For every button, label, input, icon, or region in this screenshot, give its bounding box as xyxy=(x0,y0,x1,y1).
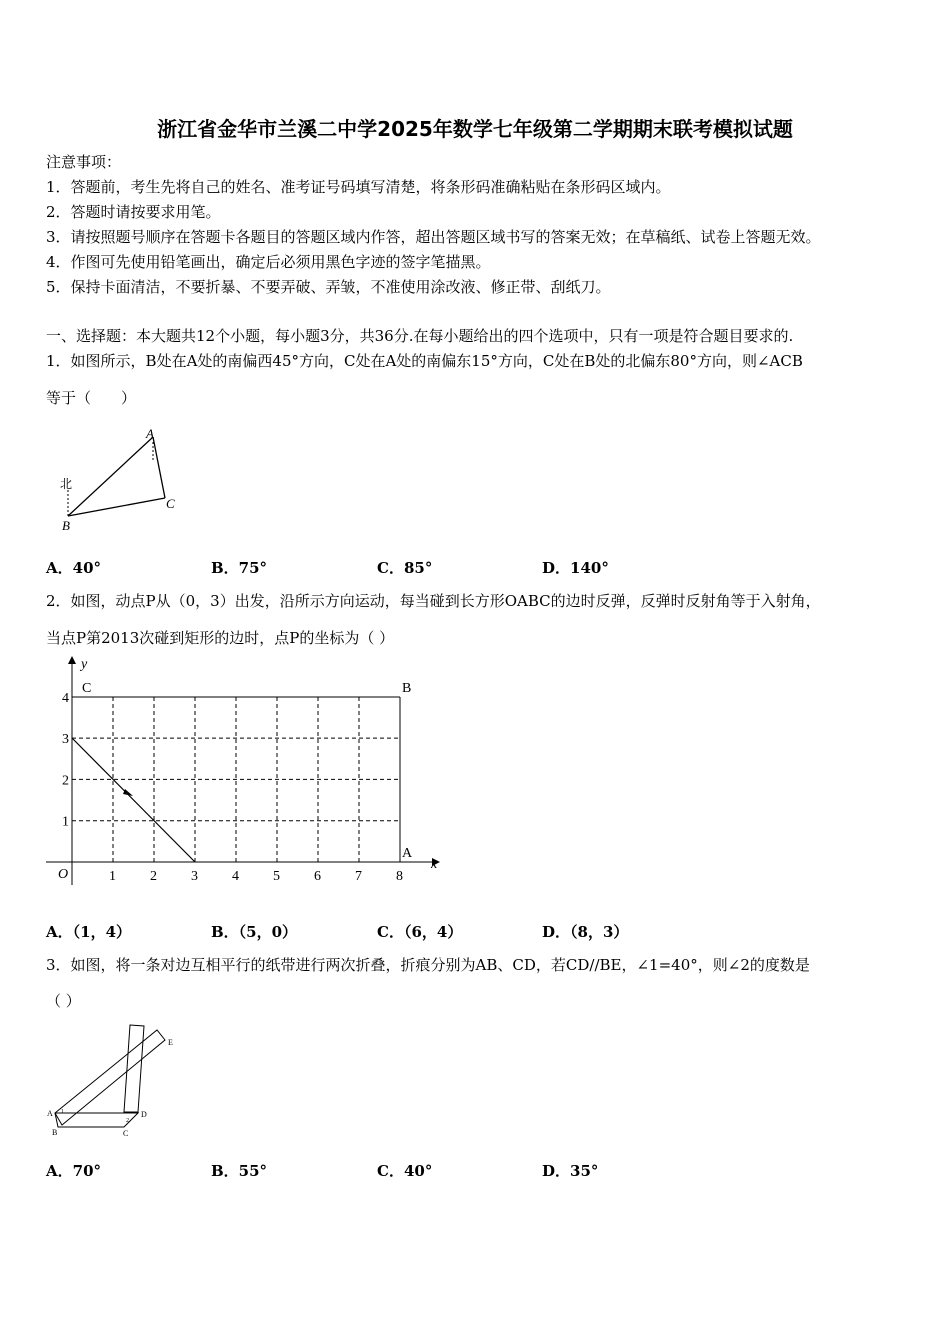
q3-option-b[interactable]: B．55° xyxy=(211,1162,268,1180)
label-north: 北 xyxy=(60,477,73,491)
x-tick-label: 6 xyxy=(314,869,321,884)
label-b: B xyxy=(62,518,70,533)
x-tick-label: 7 xyxy=(355,869,362,884)
y-tick-label: 1 xyxy=(62,814,69,830)
question-2-text-cont: 当点P第2013次碰到矩形的边时，点P的坐标为（ ） xyxy=(46,629,395,647)
question-2-text: 2．如图，动点P从（0，3）出发，沿所示方向运动，每当碰到长方形OABC的边时反弹，反弹时反射角等于入射角， xyxy=(46,592,821,610)
label-c: C xyxy=(166,496,175,511)
label-o: O xyxy=(58,867,69,882)
x-tick-label: 4 xyxy=(232,869,239,884)
x-tick-label: 3 xyxy=(191,869,198,884)
label-b: B xyxy=(52,1128,58,1137)
label-a: A xyxy=(146,426,154,441)
q1-option-d[interactable]: D．140° xyxy=(542,559,609,577)
axis-label-x: x xyxy=(431,857,438,872)
q2-option-d[interactable]: D．（8，3） xyxy=(542,923,629,941)
q1-option-a[interactable]: A．40° xyxy=(46,559,102,577)
question-1-text: 1．如图所示，B处在A处的南偏西45°方向，C处在A处的南偏东15°方向，C处在B处的北偏东80°方向，则∠ACB xyxy=(46,352,803,370)
question-3-text-cont: （ ） xyxy=(46,992,81,1010)
label-b: B xyxy=(402,681,412,696)
q2-option-a[interactable]: A．（1，4） xyxy=(46,923,132,941)
question-3-figure xyxy=(40,1015,190,1140)
angle-2-label: 2 xyxy=(126,1118,129,1124)
question-3-text: 3．如图，将一条对边互相平行的纸带进行两次折叠，折痕分别为AB、CD，若CD//BE，∠1=40°，则∠2的度数是 xyxy=(46,956,810,974)
label-a: A xyxy=(402,846,413,861)
q3-option-c[interactable]: C．40° xyxy=(377,1162,433,1180)
question-1-text-cont: 等于（ ） xyxy=(46,389,137,407)
q2-option-b[interactable]: B．（5，0） xyxy=(211,923,298,941)
notice-heading: 注意事项： xyxy=(46,153,122,171)
x-tick-label: 8 xyxy=(396,869,403,884)
notice-item: 3．请按照题号顺序在答题卡各题目的答题区域内作答，超出答题区域书写的答案无效；在草稿纸、试卷上答题无效。 xyxy=(46,228,821,246)
label-d: D xyxy=(141,1110,147,1119)
section-heading: 一、选择题：本大题共12个小题，每小题3分，共36分.在每小题给出的四个选项中，只有一项是符合题目要求的. xyxy=(46,327,794,345)
q3-option-a[interactable]: A．70° xyxy=(46,1162,102,1180)
notice-item: 5．保持卡面清洁，不要折暴、不要弄破、弄皱，不准使用涂改液、修正带、刮纸刀。 xyxy=(46,278,611,296)
x-tick-label: 2 xyxy=(150,869,157,884)
label-c: C xyxy=(82,681,92,696)
y-tick-label: 3 xyxy=(62,732,69,748)
q1-option-b[interactable]: B．75° xyxy=(211,559,268,577)
y-tick-label: 4 xyxy=(62,690,69,706)
q2-option-c[interactable]: C．（6，4） xyxy=(377,923,463,941)
notice-item: 1．答题前，考生先将自己的姓名、准考证号码填写清楚，将条形码准确粘贴在条形码区域内。 xyxy=(46,178,671,196)
angle-1-label: 1 xyxy=(61,1109,64,1115)
y-tick-label: 2 xyxy=(62,773,69,789)
q3-option-d[interactable]: D．35° xyxy=(542,1162,599,1180)
x-tick-label: 1 xyxy=(109,869,116,884)
notice-item: 4．作图可先使用铅笔画出，确定后必须用黑色字迹的签字笔描黑。 xyxy=(46,253,491,271)
label-e: E xyxy=(168,1038,173,1047)
label-c: C xyxy=(123,1129,129,1138)
axis-label-y: y xyxy=(81,657,88,672)
q1-option-c[interactable]: C．85° xyxy=(377,559,433,577)
label-a: A xyxy=(47,1109,53,1118)
notice-item: 2．答题时请按要求用笔。 xyxy=(46,203,221,221)
page-title: 浙江省金华市兰溪二中学2025年数学七年级第二学期期末联考模拟试题 xyxy=(157,117,793,141)
x-tick-label: 5 xyxy=(273,869,280,884)
